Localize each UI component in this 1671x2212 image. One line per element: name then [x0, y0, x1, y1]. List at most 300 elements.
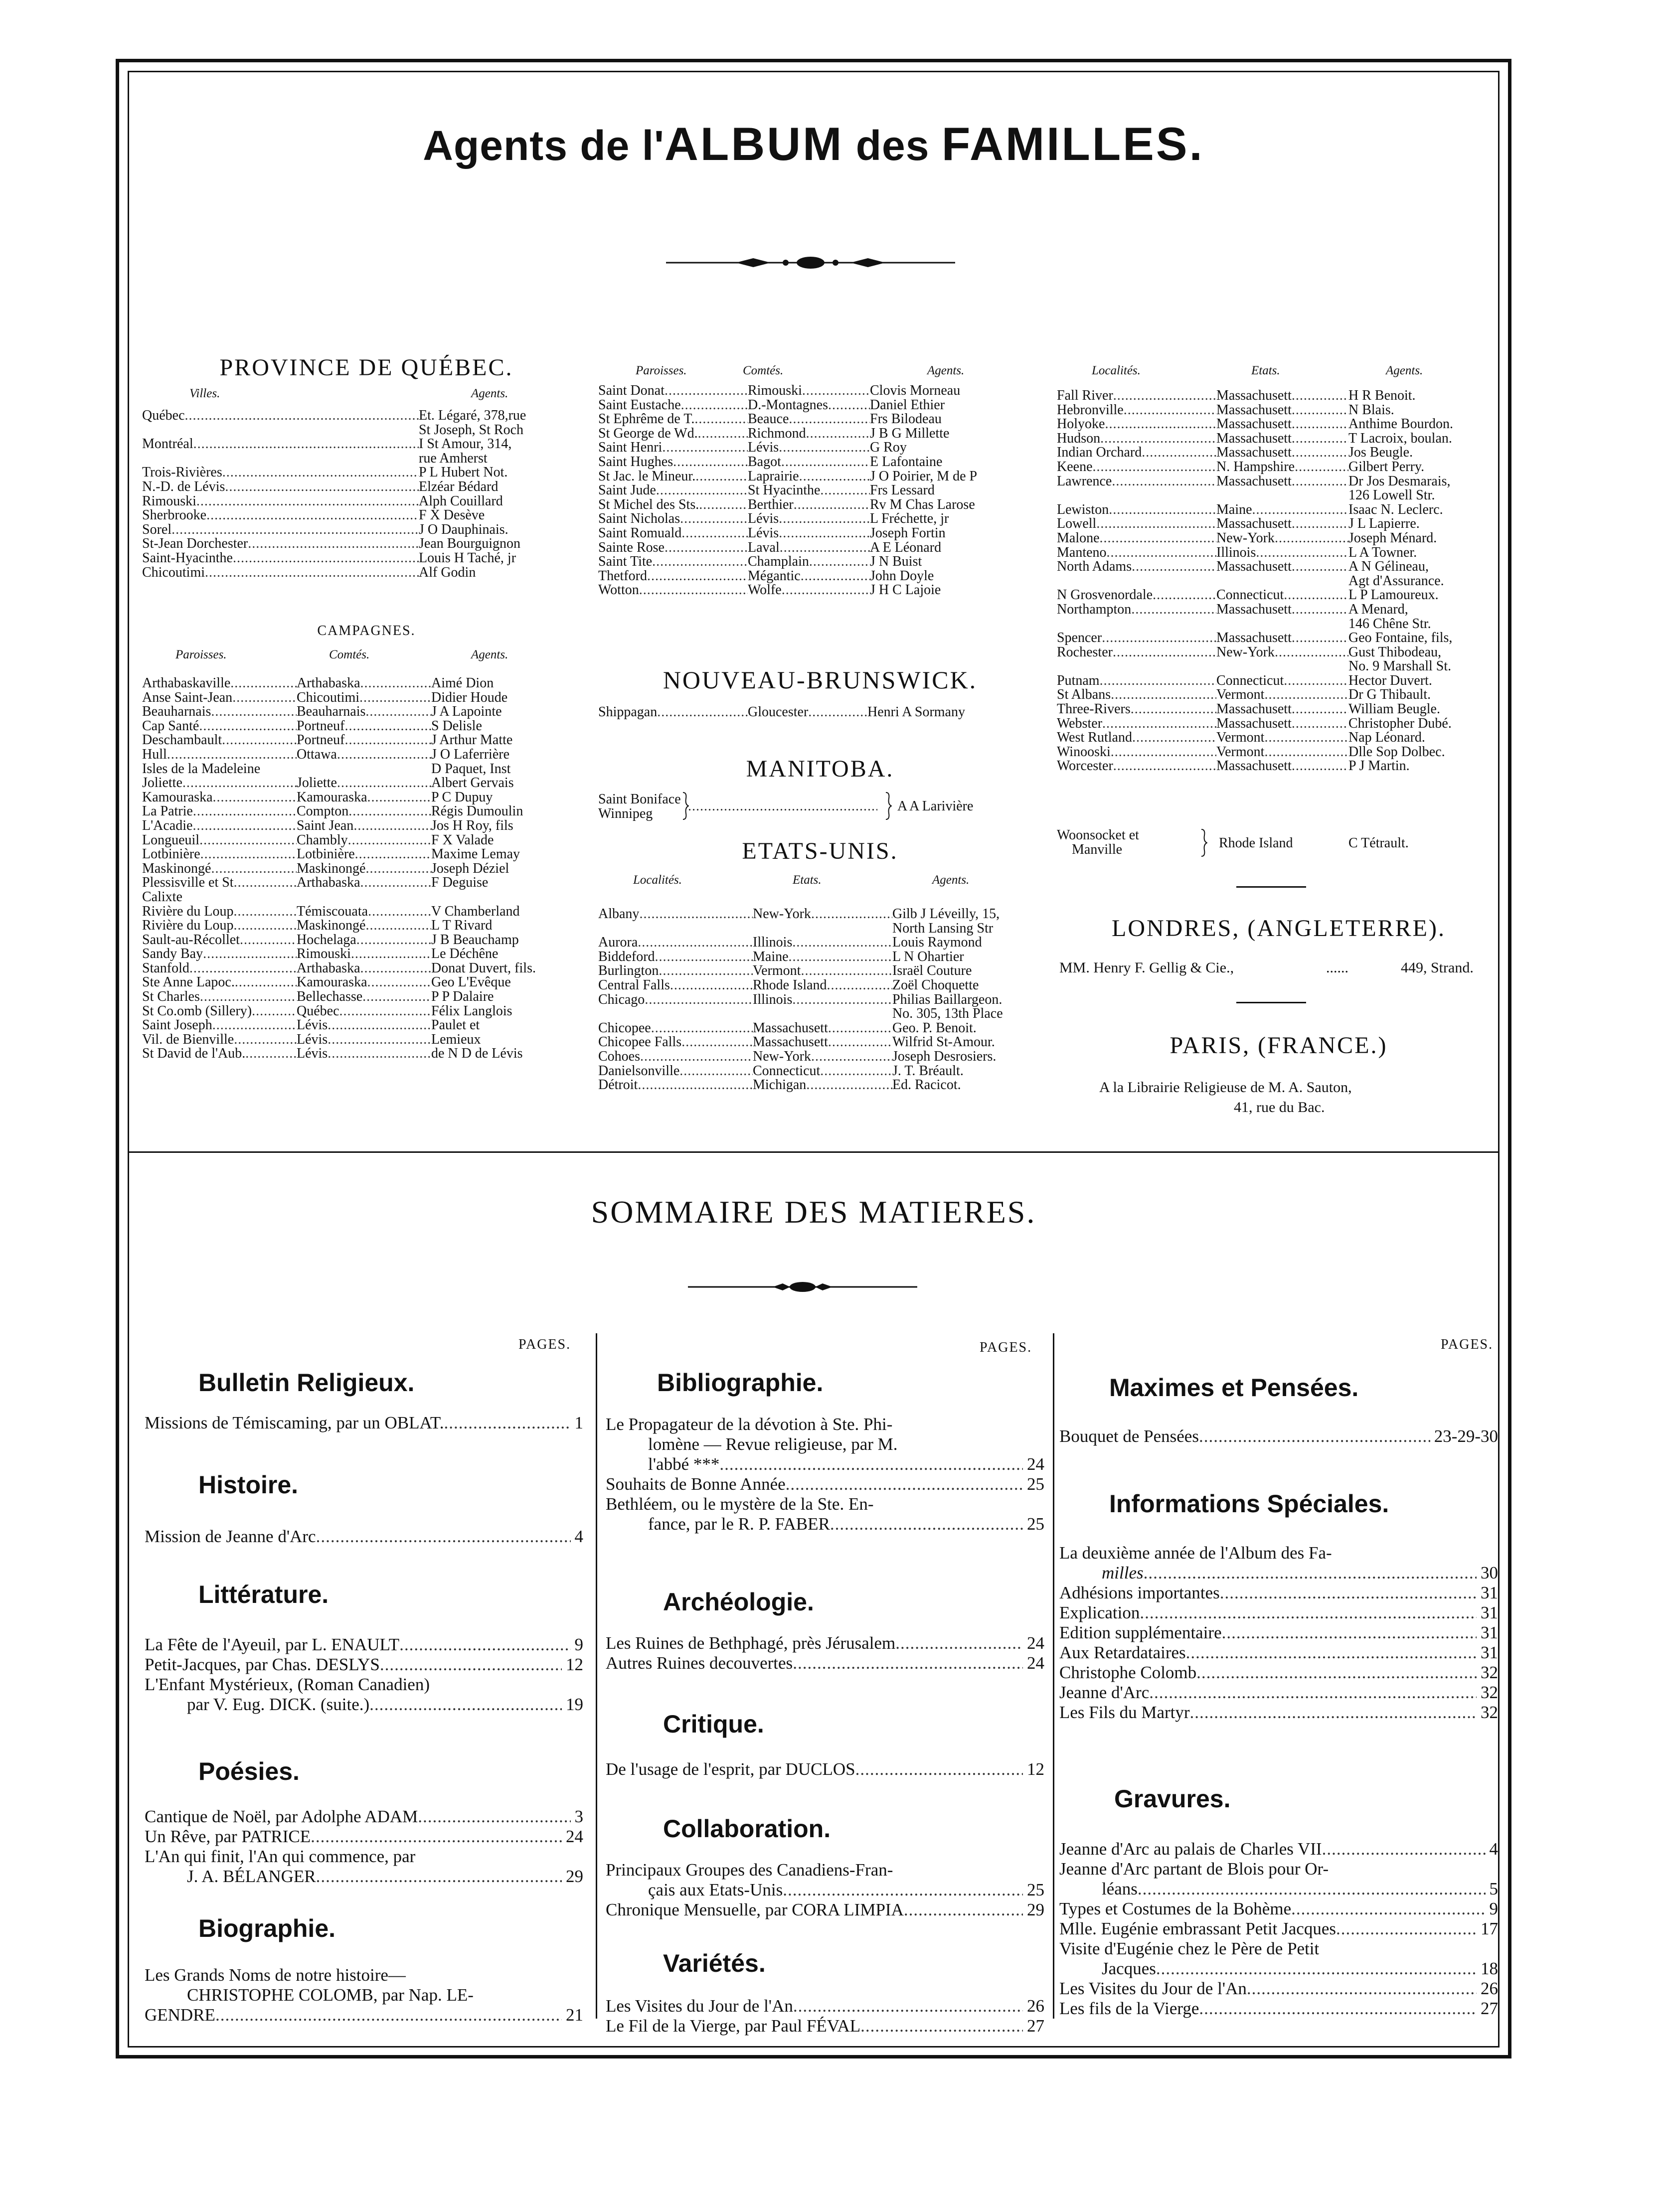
toc-entry-title: Adhésions importantes: [1059, 1583, 1220, 1602]
middle-col-paroisses: Paroisses.: [636, 364, 687, 377]
leader-dots: [820, 483, 870, 498]
leader-dots: [681, 526, 748, 541]
place-name: Thetford .....: [598, 569, 748, 584]
agent-name: Anthime Bourdon.: [1348, 417, 1453, 432]
leader-dots: [792, 993, 892, 1007]
leader-dots: [639, 907, 753, 922]
agent-row: [142, 480, 563, 494]
county-name: Vermont .....: [1216, 731, 1348, 745]
place-name: N Grosvenordale .....: [1057, 588, 1216, 603]
cat-bulletin: Bulletin Religieux.: [198, 1369, 415, 1397]
quebec-villes-list: [142, 409, 563, 580]
agent-row: [142, 719, 586, 734]
agent-row: [142, 437, 563, 452]
agent-name: J B Beauchamp: [431, 933, 519, 948]
agent-row: [1057, 717, 1501, 731]
toc-entry-title: Types et Costumes de la Bohème: [1059, 1899, 1292, 1918]
county-name: Compton .....: [297, 804, 431, 819]
agent-row: [598, 483, 1042, 498]
agent-row: [1057, 531, 1501, 546]
agent-row: [598, 583, 1042, 598]
agent-row: [142, 862, 586, 876]
leader-dots: [1132, 731, 1216, 745]
leader-dots: [235, 975, 297, 990]
agent-row: [598, 1007, 1042, 1021]
agent-row: [598, 1035, 1042, 1050]
leader-dots: [234, 905, 297, 919]
cat-archeologie: Archéologie.: [663, 1588, 814, 1616]
cat-histoire: Histoire.: [198, 1471, 299, 1499]
county-name: [1216, 659, 1348, 674]
toc-varietes: [606, 1996, 1044, 2036]
biblio-beth-line2: fance, par le R. P. FABER ..... 25: [606, 1514, 1044, 1534]
bio-line2: CHRISTOPHE COLOMB, par Nap. LE-: [187, 1985, 474, 2005]
leader-dots: [380, 1655, 562, 1675]
leader-dots: [367, 975, 431, 990]
toc-entry-title: Autres Ruines decouvertes: [606, 1653, 793, 1673]
agent-row: [1057, 432, 1501, 446]
leader-dots: [801, 964, 892, 978]
county-name: Connecticut .....: [753, 1064, 892, 1079]
leader-dots: [1196, 1663, 1477, 1683]
place-name: Spencer .....: [1057, 631, 1216, 645]
agent-row: [1057, 446, 1501, 460]
agent-row: [598, 526, 1042, 541]
leader-dots: [1140, 1603, 1477, 1623]
place-name: Indian Orchard .....: [1057, 446, 1216, 460]
agent-row: [598, 555, 1042, 569]
place-name: [1057, 488, 1216, 503]
toc-entry-title: Les Visites du Jour de l'An: [606, 1996, 793, 2016]
agent-row: [1057, 731, 1501, 745]
cat-informations: Informations Spéciales.: [1109, 1490, 1389, 1518]
place-name: Malone .....: [1057, 531, 1216, 546]
leader-dots: [444, 1413, 570, 1433]
leader-dots: [192, 819, 297, 833]
county-name: Connecticut .....: [1216, 674, 1348, 688]
pages-label-3: PAGES.: [1441, 1337, 1494, 1352]
county-name: Lévis .....: [297, 1047, 431, 1061]
county-name: New-York .....: [1216, 645, 1348, 660]
leader-dots: [360, 961, 431, 976]
place-name: St Jac. le Mineur. .....: [598, 470, 748, 484]
place-name: Plessisville et St .....: [142, 876, 297, 890]
litt-enfant-line1: L'Enfant Mystérieux, (Roman Canadien): [145, 1675, 430, 1694]
leader-dots: [367, 790, 431, 805]
toc-poesies: [145, 1807, 583, 1887]
county-name: Portneuf .....: [297, 719, 431, 734]
toc-entry: [1059, 1663, 1498, 1683]
leader-dots: [348, 833, 431, 848]
toc-entry-page: 12: [1027, 1759, 1044, 1779]
place-name: Northampton .....: [1057, 603, 1216, 617]
title-ornament: [666, 255, 955, 270]
leader-dots: [1292, 560, 1348, 574]
leader-dots: [339, 1004, 431, 1019]
leader-dots: [638, 936, 753, 950]
agent-row: [142, 804, 586, 819]
toc-entry-title: Jeanne d'Arc au palais de Charles VII: [1059, 1839, 1322, 1859]
toc-entry-title: Christophe Colomb: [1059, 1663, 1197, 1682]
county-name: Portneuf .....: [297, 733, 431, 748]
leader-dots: [679, 1064, 753, 1079]
sommaire-title: SOMMAIRE DES MATIERES.: [591, 1194, 1036, 1230]
place-name: Cap Santé .....: [142, 719, 297, 734]
toc-histoire: [145, 1527, 583, 1547]
place-name: Saint Eustache .....: [598, 398, 748, 413]
toc-entry: [1059, 1979, 1498, 1999]
leader-dots: [694, 412, 748, 427]
agent-name: F X Desève: [419, 508, 485, 523]
toc-entry: [145, 1527, 583, 1547]
agent-name: V Chamberland: [431, 904, 520, 919]
agent-name: Geo L'Evêque: [431, 975, 511, 990]
leader-dots: [351, 947, 431, 961]
county-name: Massachusett .....: [1216, 389, 1348, 403]
quebec-header: PROVINCE DE QUÉBEC.: [219, 354, 513, 381]
agent-name: Albert Gervais: [431, 776, 514, 790]
county-name: [753, 1007, 892, 1021]
toc-entry-title: Bouquet de Pensées: [1059, 1426, 1199, 1446]
leader-dots: [1131, 702, 1216, 717]
place-name: Lowell .....: [1057, 517, 1216, 531]
place-name: Rochester .....: [1057, 645, 1216, 660]
toc-entry-title: La Fête de l'Ayeuil, par L. ENAULT: [145, 1635, 400, 1654]
toc-entry: [1059, 1703, 1498, 1723]
county-name: Chambly .....: [297, 833, 431, 848]
county-name: New-York .....: [1216, 531, 1348, 546]
leader-dots: [1111, 745, 1216, 760]
leader-dots: [699, 498, 748, 512]
leader-dots: [1113, 389, 1216, 403]
leader-dots: [1292, 631, 1348, 645]
county-name: Massachusett .....: [1216, 560, 1348, 574]
agent-row: [142, 676, 586, 691]
place-name: Deschambault .....: [142, 733, 297, 748]
campagnes-list: [142, 676, 586, 1061]
agent-name: J N Buist: [870, 555, 922, 569]
toc-entry-page: 9: [574, 1635, 583, 1654]
place-name: Trois-Rivières: [142, 466, 222, 480]
county-name: Kamouraska .....: [297, 790, 431, 805]
agent-name: A Menard,: [1348, 602, 1408, 617]
county-name: [1216, 574, 1348, 589]
leader-dots: [211, 862, 297, 876]
agent-row: [1057, 702, 1501, 717]
place-name: Rivière du Loup .....: [142, 919, 297, 933]
agent-row: [142, 705, 586, 719]
place-name: St George de Wd. .....: [598, 427, 748, 441]
leader-dots: [234, 919, 297, 933]
paris-line-1: A la Librairie Religieuse de M. A. Sauton,: [1099, 1079, 1352, 1096]
agent-row: [1057, 488, 1501, 503]
leader-dots: [1113, 645, 1216, 660]
county-name: Joliette .....: [297, 776, 431, 790]
leader-dots: [1292, 474, 1348, 489]
toc-entry-title: Explication: [1059, 1603, 1140, 1622]
sommaire-vline-2: [1053, 1333, 1054, 2019]
leader-dots: [651, 1021, 753, 1036]
leader-dots: [1142, 446, 1216, 460]
manitoba-brace-dots: [688, 799, 877, 814]
leader-dots: [806, 427, 870, 441]
biblio-prop-line1: Le Propagateur de la dévotion à Ste. Phi-: [606, 1415, 893, 1434]
leader-dots: [233, 551, 419, 566]
agent-row: [142, 466, 563, 480]
county-name: Maine .....: [1216, 503, 1348, 517]
place-name: St David de l'Aub. .....: [142, 1047, 297, 1061]
county-name: Massachusett .....: [1216, 417, 1348, 432]
county-name: [753, 922, 892, 936]
toc-entry-title: Missions de Témiscaming, par un OBLAT.: [145, 1413, 444, 1432]
toc-entry-title: Edition supplémentaire: [1059, 1623, 1222, 1642]
leader-dots: [185, 409, 419, 423]
county-name: Lotbinière .....: [297, 847, 431, 862]
woonsocket-state: Rhode Island: [1219, 835, 1293, 851]
toc-entry: [145, 1807, 583, 1827]
toc-entry: [1059, 1603, 1498, 1623]
leader-dots: [365, 919, 431, 933]
toc-entry: [1059, 1583, 1498, 1603]
toc-entry-page: 17: [1481, 1919, 1498, 1938]
agent-name: J H C Lajoie: [870, 583, 941, 598]
leader-dots: [1292, 389, 1348, 403]
county-name: Ottawa .....: [297, 748, 431, 762]
leader-dots: [789, 412, 870, 427]
toc-entry: [1059, 1623, 1498, 1643]
place-name: Winooski .....: [1057, 745, 1216, 760]
agent-name: Isaac N. Leclerc.: [1348, 502, 1443, 517]
leader-dots: [1100, 531, 1216, 546]
cat-bibliographie: Bibliographie.: [657, 1369, 824, 1397]
grav-blois-line1: Jeanne d'Arc partant de Blois pour Or-: [1059, 1859, 1329, 1879]
agent-name: Zoël Choquette: [892, 978, 979, 993]
sommaire-ornament: [688, 1281, 917, 1293]
agent-row: [1057, 617, 1501, 632]
place-name: Rimouski: [142, 494, 196, 509]
place-name: Shippagan .....: [598, 705, 748, 720]
leader-dots: [1131, 603, 1216, 617]
agent-name: S Delisle: [431, 719, 482, 734]
county-name: Vermont .....: [1216, 688, 1348, 702]
leader-dots: [399, 1635, 570, 1655]
agent-row: [142, 847, 586, 862]
toc-entry-title: Mlle. Eugénie embrassant Petit Jacques: [1059, 1919, 1336, 1938]
county-name: Massachusett .....: [1216, 603, 1348, 617]
agent-row: [598, 512, 1042, 526]
toc-entry-page: 24: [566, 1827, 583, 1846]
leader-dots: [895, 1633, 1023, 1653]
county-name: Massachusett .....: [1216, 432, 1348, 446]
cat-collaboration: Collaboration.: [663, 1815, 831, 1843]
agent-row: [142, 523, 563, 537]
leader-dots: [337, 748, 431, 762]
right-list: [1057, 389, 1501, 774]
leader-dots: [211, 705, 297, 719]
toc-entry-page: 32: [1481, 1703, 1498, 1722]
title-part3: des: [843, 122, 942, 169]
place-name: Saint Donat .....: [598, 384, 748, 398]
leader-dots: [182, 776, 297, 790]
county-name: Hochelaga .....: [297, 933, 431, 948]
place-name: Beauharnais .....: [142, 705, 297, 719]
leader-dots: [222, 466, 419, 480]
info-album-line2: milles ..... 30: [1059, 1563, 1498, 1583]
leader-dots: [786, 1474, 1023, 1494]
place-name: St Michel des Sts. .....: [598, 498, 748, 512]
toc-entry-title: Jeanne d'Arc: [1059, 1683, 1150, 1702]
agent-row: [142, 833, 586, 848]
agent-row: [598, 964, 1042, 978]
county-name: Vermont .....: [1216, 745, 1348, 760]
agent-row: [598, 936, 1042, 950]
toc-entry-title: Petit-Jacques, par Chas. DESLYS: [145, 1655, 380, 1674]
agent-name: P C Dupuy: [431, 790, 493, 805]
county-name: Lévis .....: [297, 1018, 431, 1033]
agent-row: [142, 494, 563, 509]
leader-dots: [655, 950, 753, 964]
place-name: Hebronville .....: [1057, 403, 1216, 418]
agent-row: [598, 412, 1042, 427]
place-name: Sault-au-Récollet .....: [142, 933, 297, 948]
londres-header: LONDRES, (ANGLETERRE).: [1112, 915, 1446, 942]
agent-name: Frs Lessard: [870, 483, 935, 498]
place-name: Détroit .....: [598, 1078, 753, 1093]
county-name: Massachusett .....: [1216, 631, 1348, 645]
leader-dots: [1102, 631, 1216, 645]
leader-dots: [1220, 1583, 1477, 1603]
campagnes-col-agents: Agents.: [471, 648, 508, 661]
county-name: Laprairie .....: [748, 470, 870, 484]
leader-dots: [779, 512, 870, 526]
grav-blois-line2: léans ..... 5: [1059, 1879, 1498, 1899]
agent-name: Régis Dumoulin: [431, 804, 523, 819]
leader-dots: [213, 790, 297, 805]
leader-dots: [240, 933, 297, 948]
sommaire-vline-1: [596, 1333, 597, 2019]
leader-dots: [670, 978, 753, 993]
leader-dots: [799, 470, 870, 484]
leader-dots: [828, 398, 870, 413]
leader-dots: [1264, 745, 1348, 760]
county-name: Maskinongé .....: [297, 919, 431, 933]
title-part4: FAMILLES.: [941, 118, 1204, 170]
leader-dots: [904, 1900, 1023, 1920]
middle-paroisses-list: [598, 384, 1042, 598]
collab-line1: Principaux Groupes des Canadiens-Fran-: [606, 1860, 893, 1880]
agent-name: T Lacroix, boulan.: [1348, 431, 1452, 446]
place-name: [1057, 574, 1216, 589]
leader-dots: [1190, 1703, 1477, 1723]
leader-dots: [1149, 1683, 1477, 1703]
place-name: St Co.omb (Sillery) .....: [142, 1004, 297, 1019]
leader-dots: [360, 676, 431, 691]
agent-name: P J Martin.: [1348, 759, 1410, 774]
county-name: N. Hampshire .....: [1216, 460, 1348, 474]
toc-entry-title: Les fils de la Vierge: [1059, 1999, 1199, 2018]
toc-biographie: [145, 1965, 583, 2025]
place-name: Danielsonville .....: [598, 1064, 753, 1079]
agent-row: [142, 733, 586, 748]
county-name: Richmond .....: [748, 427, 870, 441]
agent-name: Nap Léonard.: [1348, 731, 1425, 745]
place-name: Cohoes .....: [598, 1050, 753, 1064]
cat-critique: Critique.: [663, 1710, 764, 1738]
agent-row: [142, 762, 586, 777]
agent-name: Daniel Ethier: [870, 398, 945, 413]
county-name: New-York .....: [753, 907, 892, 922]
county-name: Massachusett .....: [753, 1021, 892, 1036]
place-name: Chicoutimi: [142, 565, 205, 580]
leader-dots: [1256, 546, 1348, 560]
campagnes-col-comtes: Comtés.: [329, 648, 370, 661]
county-name: Maskinongé .....: [297, 862, 431, 876]
agent-name: L Fréchette, jr: [870, 512, 949, 526]
agent-name: North Lansing Str: [892, 921, 994, 936]
agent-name: Dr G Thibault.: [1348, 688, 1431, 703]
leader-dots: [1264, 731, 1348, 745]
toc-entry-page: 31: [1481, 1583, 1498, 1602]
campagnes-col-paroisses: Paroisses.: [175, 648, 227, 661]
agent-row: [1057, 588, 1501, 603]
agent-name: 126 Lowell Str.: [1348, 488, 1435, 503]
manitoba-agent: A A Larivière: [897, 798, 974, 814]
agent-name: I St Amour, 314,: [419, 437, 512, 452]
place-name: Burlington .....: [598, 964, 753, 978]
toc-entry-page: 26: [1481, 1979, 1498, 1998]
leader-dots: [698, 427, 748, 441]
leader-dots: [1100, 432, 1216, 446]
toc-entry: [145, 1635, 583, 1655]
leader-dots: [681, 1035, 753, 1050]
agent-name: A N Gélineau,: [1348, 560, 1429, 574]
county-name: Gloucester .....: [748, 705, 867, 720]
agent-name: Dlle Sop Dolbec.: [1348, 745, 1445, 760]
place-name: Chicopee Falls .....: [598, 1035, 753, 1050]
agent-row: [142, 537, 563, 551]
right-col-agents: Agents.: [1386, 364, 1423, 377]
leader-dots: [356, 933, 431, 948]
agent-row: [142, 423, 563, 438]
agent-name: J L Lapierre.: [1348, 517, 1420, 531]
leader-dots: [806, 1078, 892, 1093]
place-name: Aurora .....: [598, 936, 753, 950]
county-name: Massachusett .....: [1216, 702, 1348, 717]
toc-entry: [1059, 1839, 1498, 1859]
agent-name: F X Valade: [431, 833, 494, 848]
nb-row: [598, 705, 1042, 720]
pages-label-1: PAGES.: [518, 1337, 571, 1352]
toc-entry-page: 23-29-30: [1434, 1426, 1498, 1446]
toc-bulletin: [145, 1413, 583, 1433]
leader-dots: [779, 441, 870, 455]
leader-dots: [656, 483, 748, 498]
county-name: Témiscouata .....: [297, 905, 431, 919]
leader-dots: [1222, 1623, 1477, 1643]
leader-dots: [230, 676, 297, 691]
agent-name: J O Poirier, M de P: [870, 469, 978, 484]
place-name: St-Jean Dorchester: [142, 537, 248, 551]
toc-gravures: [1059, 1839, 1498, 2019]
agent-name: Rv M Chas Larose: [870, 497, 975, 512]
county-name: Massachusett .....: [1216, 517, 1348, 531]
leader-dots: [1100, 674, 1216, 688]
leader-dots: [199, 719, 297, 734]
agent-row: [598, 950, 1042, 964]
leader-dots: [662, 441, 748, 455]
spacer: [142, 423, 419, 438]
agent-name: J A Lapointe: [431, 705, 502, 719]
